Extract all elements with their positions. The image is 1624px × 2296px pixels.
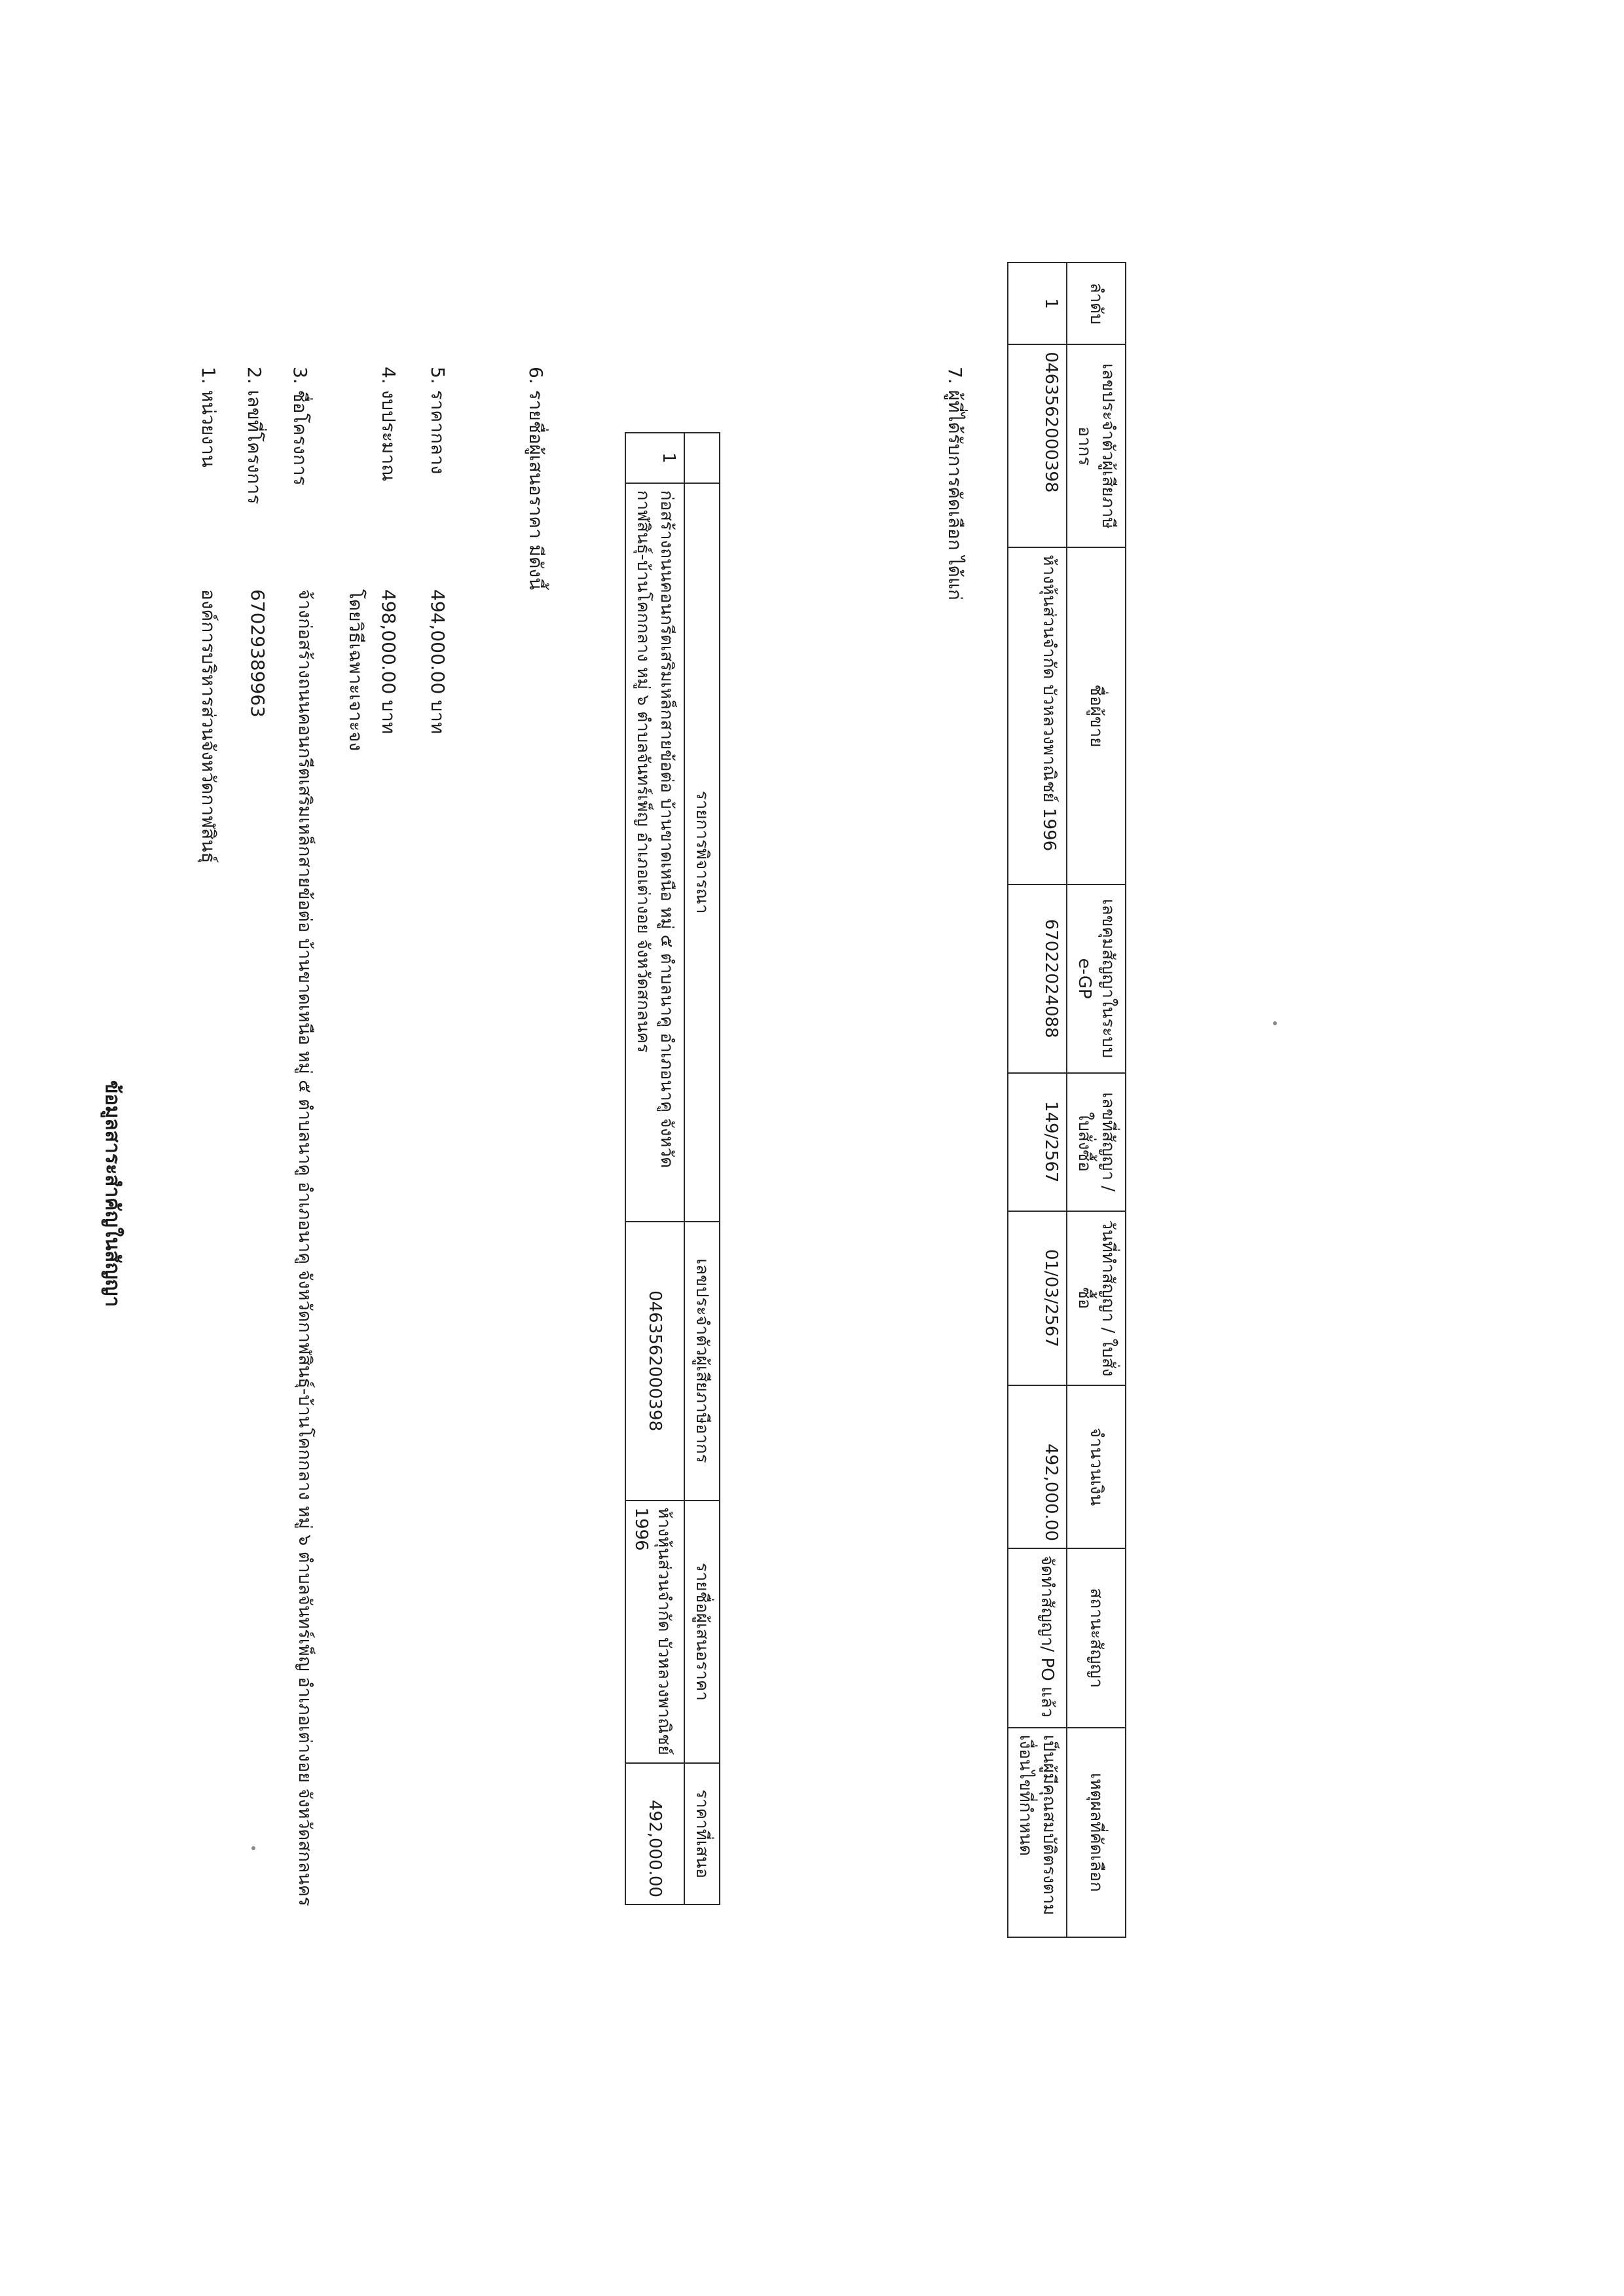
selected-table-header — [1067, 263, 1126, 1937]
selected-header-tax-id: เลขประจำตัวผู้เสียภาษีอากร — [1067, 344, 1126, 547]
scan-speck — [1273, 1021, 1277, 1025]
bidders-header-no — [684, 433, 720, 483]
field-label-budget: 4. งบประมาณ — [378, 367, 399, 482]
selected-header-contract-no: เลขที่สัญญา / ใบสั่งซื้อ — [1067, 1073, 1126, 1211]
selected-header-reason: เหตุผลที่คัดเลือก — [1067, 1728, 1126, 1937]
field-value-project-number: 67029389963 — [247, 589, 268, 718]
table-row — [1008, 263, 1067, 1937]
selected-row-contract-no: 149/2567 — [1008, 1073, 1067, 1211]
bidder-row-no: 1 — [625, 433, 684, 483]
bidder-row-item: ก่อสร้างถนนคอนกรีตเสริมเหล็กสายข้อต่อ บ้านขาดเหนือ หมู่ ๕ ตำบลนาคู อำเภอนาคู จังหวัดกาฬสินธุ์-บ้านโคกกลาง หมู่ ๖ ตำบลจันทร์เพ็ญ อำเภอเต่างอย จังหวัดสกลนคร — [625, 483, 684, 1222]
selected-row-contract-date: 01/03/2567 — [1008, 1211, 1067, 1385]
selected-row-amount: 492,000.00 — [1008, 1385, 1067, 1548]
field-label-project-number: 2. เลขที่โครงการ — [244, 367, 265, 505]
bidders-table — [625, 432, 720, 1905]
bidders-table-header — [684, 433, 720, 1904]
selected-header-amount: จำนวนเงิน — [1067, 1385, 1126, 1548]
bidder-row-price: 492,000.00 — [625, 1763, 684, 1904]
field-label-project-name: 3. ชื่อโครงการ — [289, 367, 311, 486]
field-label-agency: 1. หน่วยงาน — [198, 367, 219, 467]
bidder-row-name: ห้างหุ้นส่วนจำกัด บัวหลวงพาณิชย์ 1996 — [625, 1501, 684, 1764]
selected-row-vendor: ห้างหุ้นส่วนจำกัด บัวหลวงพาณิชย์ 1996 — [1008, 547, 1067, 884]
bidders-header-bidder: รายชื่อผู้เสนอราคา — [684, 1501, 720, 1764]
selected-header-vendor: ชื่อผู้ขาย — [1067, 547, 1126, 884]
field-value-budget: 498,000.00 บาท — [378, 589, 399, 735]
field-value-median-price: 494,000.00 บาท — [427, 589, 449, 735]
bidder-row-tax-id: 0463562000398 — [625, 1222, 684, 1501]
selected-row-status: จัดทำสัญญา/ PO แล้ว — [1008, 1548, 1067, 1728]
bidders-header-item: รายการพิจารณา — [684, 483, 720, 1222]
selected-header-no: ลำดับ — [1067, 263, 1126, 344]
selected-row-reason: เป็นผู้มีคุณสมบัติตรงตามเงื่อนไขที่กำหนด — [1008, 1728, 1067, 1937]
selected-header-contract-date: วันที่ทำสัญญา / ใบสั่งซื้อ — [1067, 1211, 1126, 1385]
scan-speck — [251, 1846, 255, 1850]
section7-heading: 7. ผู้ที่ได้รับการคัดเลือก ได้แก่ — [944, 367, 966, 600]
selected-vendor-table — [1007, 262, 1126, 1938]
table-row — [625, 433, 684, 1904]
selected-header-egp: เลขคุมสัญญาในระบบ e-GP — [1067, 884, 1126, 1073]
selected-row-no: 1 — [1008, 263, 1067, 344]
selected-header-status: สถานะสัญญา — [1067, 1548, 1126, 1728]
field-value-procurement-method: โดยวิธีเฉพาะเจาะจง — [345, 589, 367, 752]
field-value-agency: องค์การบริหารส่วนจังหวัดกาฬสินธุ์ — [198, 589, 219, 864]
document-title: ข้อมูลสาระสำคัญในสัญญา — [101, 1080, 124, 1307]
selected-row-egp-no: 67022024088 — [1008, 884, 1067, 1073]
bidders-header-tax-id: เลขประจำตัวผู้เสียภาษีอากร — [684, 1222, 720, 1501]
bidders-header-price: ราคาที่เสนอ — [684, 1763, 720, 1904]
field-label-median-price: 5. ราคากลาง — [427, 367, 449, 475]
section6-heading: 6. รายชื่อผู้เสนอราคา มีดังนี้ — [525, 367, 547, 591]
field-value-project-name: จ้างก่อสร้างถนนคอนกรีตเสริมเหล็กสายข้อต่อ บ้านขาดเหนือ หมู่ ๕ ตำบลนาคู อำเภอนาคู จังหวัดกาฬสินธุ์-บ้านโคกกลาง หมู่ ๖ ตำบลจันทร์เพ็ญ อำเภอเต่างอย จังหวัดสกลนคร — [295, 589, 315, 1906]
selected-row-tax-id: 0463562000398 — [1008, 344, 1067, 547]
